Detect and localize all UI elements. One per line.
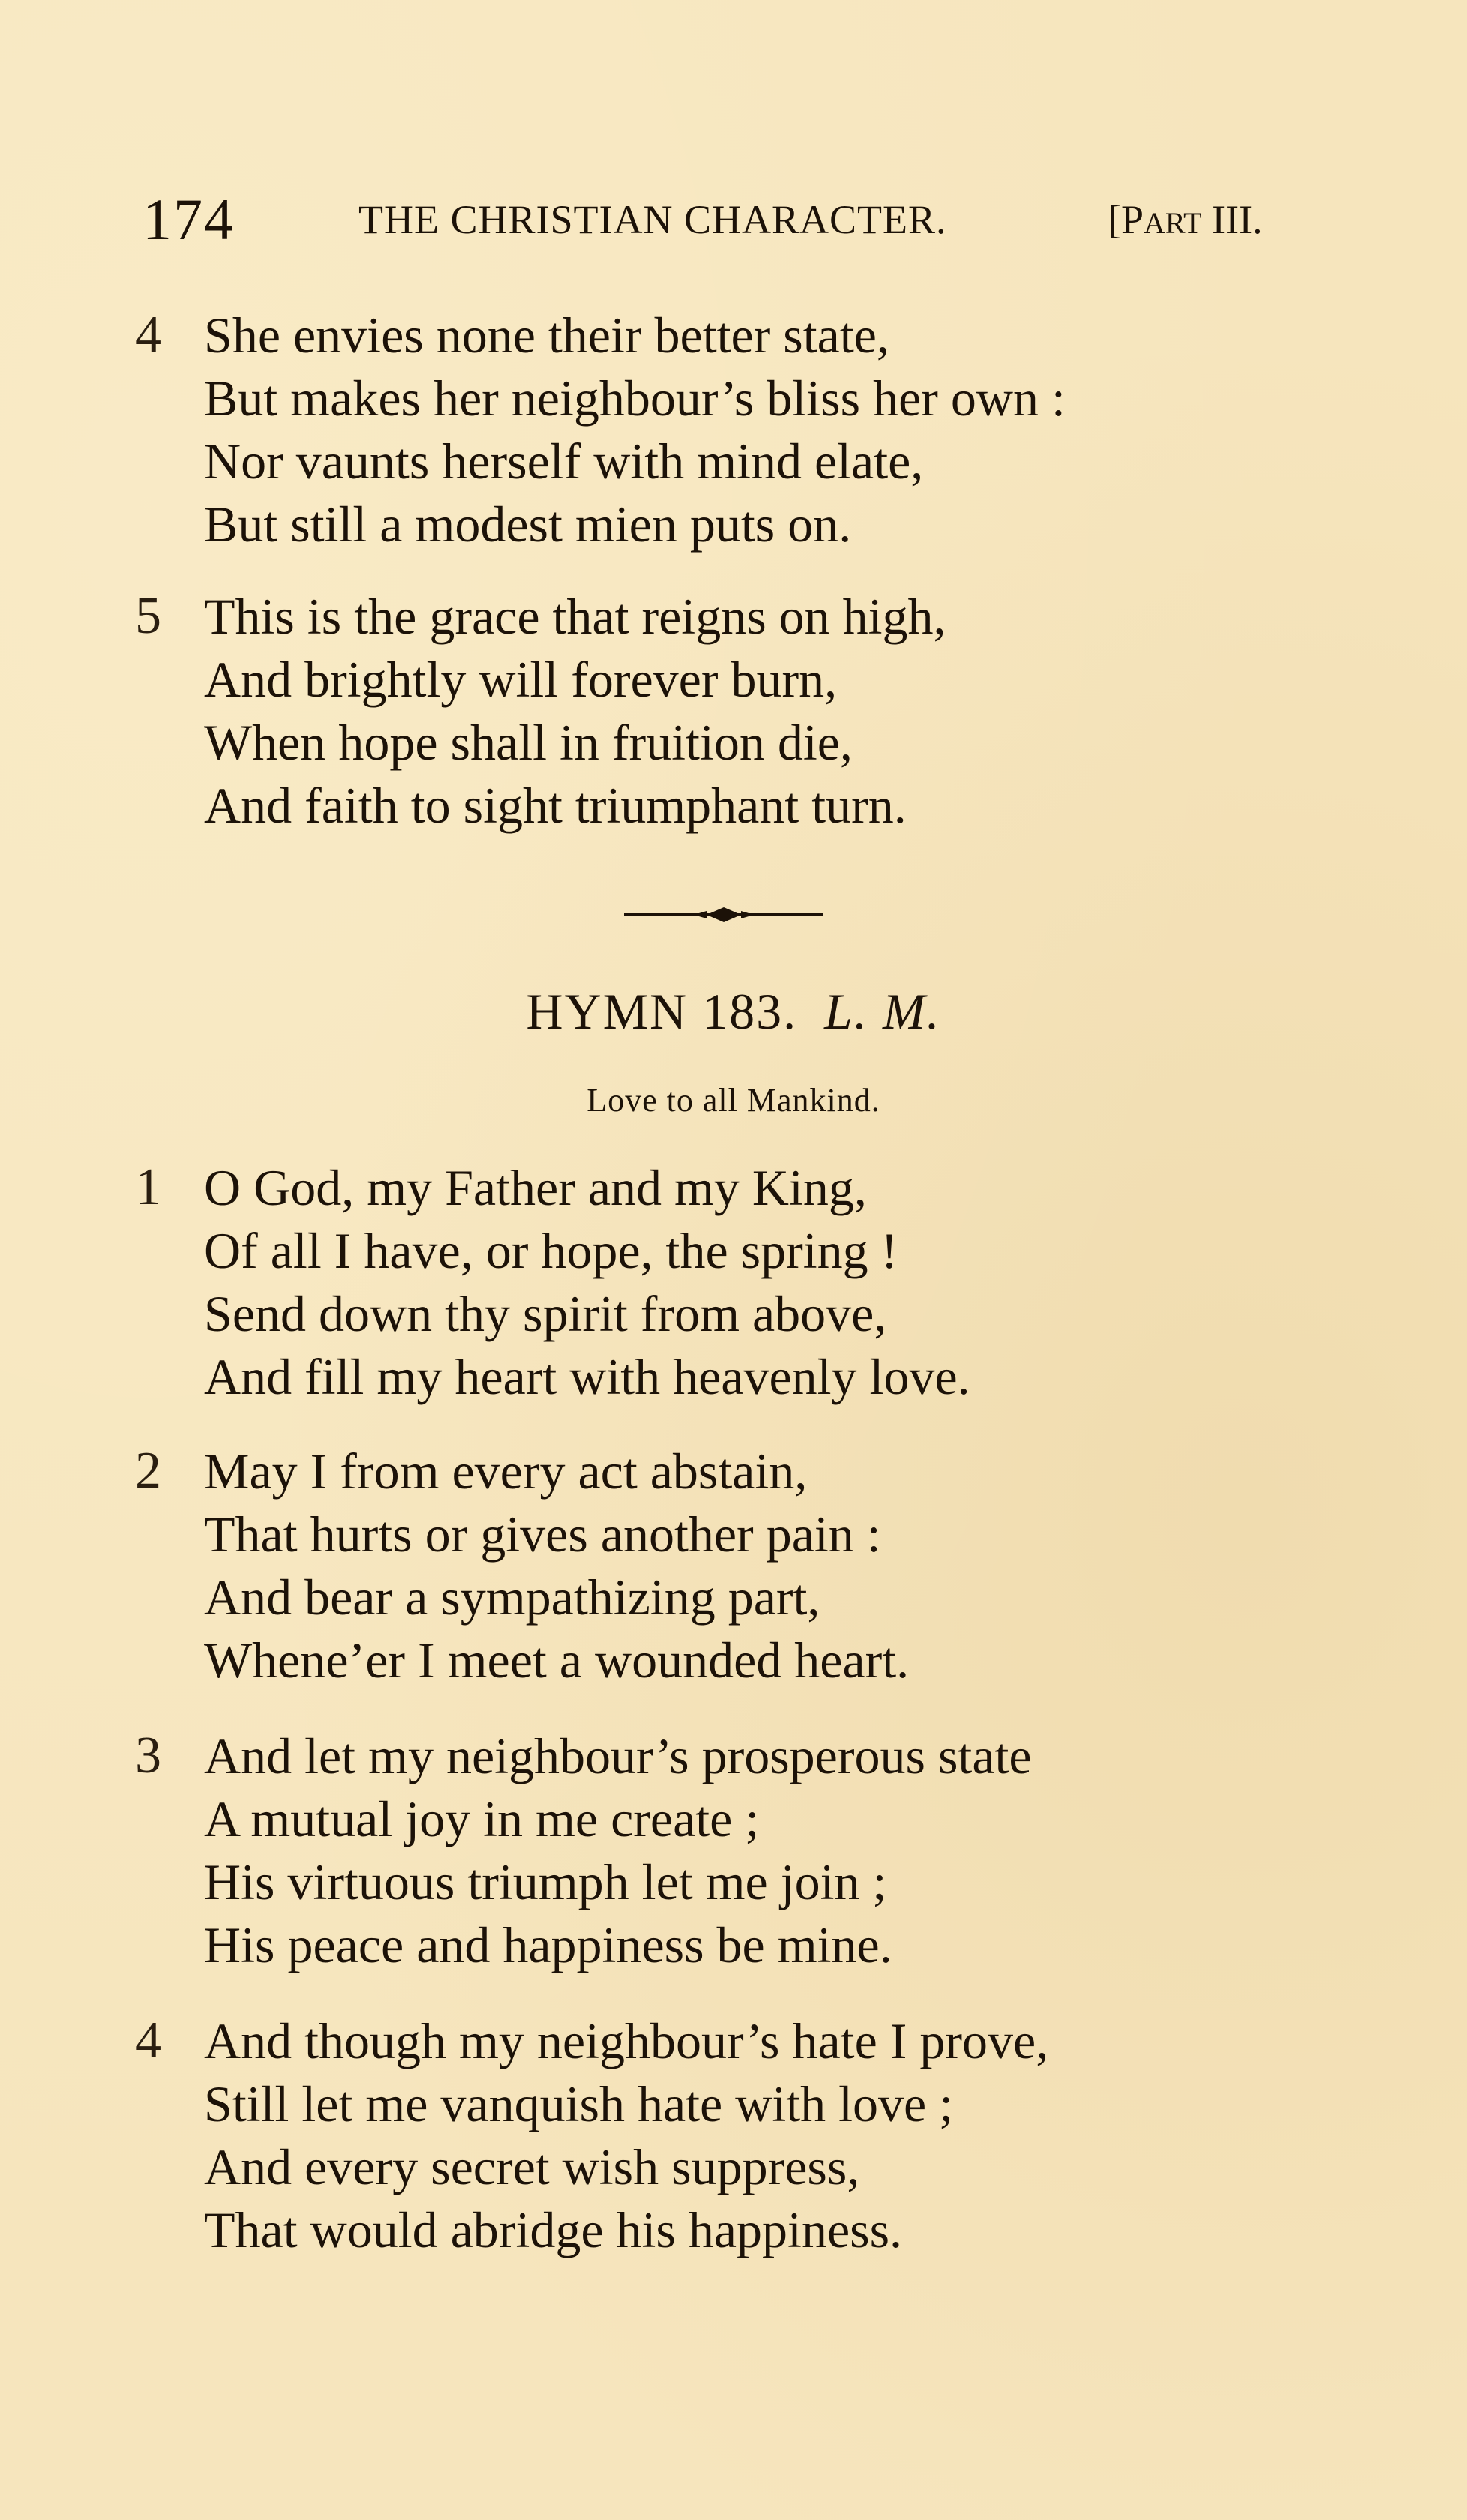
stanza-line: But makes her neighbour’s bliss her own : [204, 370, 1066, 427]
stanza-number: 3 [135, 1727, 161, 1784]
hymn-title [0, 982, 1467, 1041]
running-title: THE CHRISTIAN CHARACTER. [358, 197, 947, 242]
stanza-line: She envies none their better state, [204, 307, 890, 364]
stanza-line: But still a modest mien puts on. [204, 496, 852, 553]
hymn-meter: L. M. [824, 983, 941, 1040]
stanza-line: And faith to sight triumphant turn. [204, 777, 907, 834]
stanza-line: And let my neighbour’s prosperous state [204, 1727, 1032, 1784]
part-label-small: ART [1144, 206, 1202, 240]
part-label-open: [P [1108, 197, 1144, 242]
stanza-line: Nor vaunts herself with mind elate, [204, 433, 924, 490]
stanza-line: And brightly will forever burn, [204, 651, 838, 708]
stanza-line: May I from every act abstain, [204, 1443, 808, 1500]
stanza-number: 5 [135, 587, 161, 645]
stanza-line: His virtuous triumph let me join ; [204, 1853, 887, 1910]
stanza-line: And every secret wish suppress, [204, 2138, 860, 2195]
stanza-number: 4 [135, 306, 161, 364]
stanza-line: Still let me vanquish hate with love ; [204, 2075, 954, 2132]
stanza-number: 4 [135, 2012, 161, 2069]
stanza-number: 1 [135, 1158, 161, 1216]
page-header [142, 186, 1298, 253]
part-label-numeral: III. [1202, 197, 1263, 242]
part-label [1108, 196, 1263, 243]
stanza-line: O God, my Father and my King, [204, 1159, 867, 1216]
stanza-line: And though my neighbour’s hate I prove, [204, 2012, 1049, 2069]
stanza-number: 2 [135, 1442, 161, 1500]
stanza-line: And bear a sympathizing part, [204, 1569, 820, 1626]
page-number: 174 [142, 187, 235, 252]
stanza-line: When hope shall in fruition die, [204, 714, 853, 771]
hymn-subtitle: Love to all Mankind. [586, 1082, 880, 1119]
stanza-line: Send down thy spirit from above, [204, 1285, 887, 1342]
stanza-line: His peace and happiness be mine. [204, 1916, 892, 1973]
hymn-number: HYMN 183. [526, 983, 798, 1040]
stanza-line: That would abridge his happiness. [204, 2201, 903, 2258]
stanza-line: This is the grace that reigns on high, [204, 588, 946, 645]
stanza-line: That hurts or gives another pain : [204, 1506, 881, 1563]
stanza-line: And fill my heart with heavenly love. [204, 1348, 970, 1405]
stanza-line: Whene’er I meet a wounded heart. [204, 1632, 910, 1688]
stanza-line: Of all I have, or hope, the spring ! [204, 1222, 898, 1279]
ornament-divider-icon [622, 892, 825, 937]
stanza-line: A mutual joy in me create ; [204, 1790, 760, 1847]
